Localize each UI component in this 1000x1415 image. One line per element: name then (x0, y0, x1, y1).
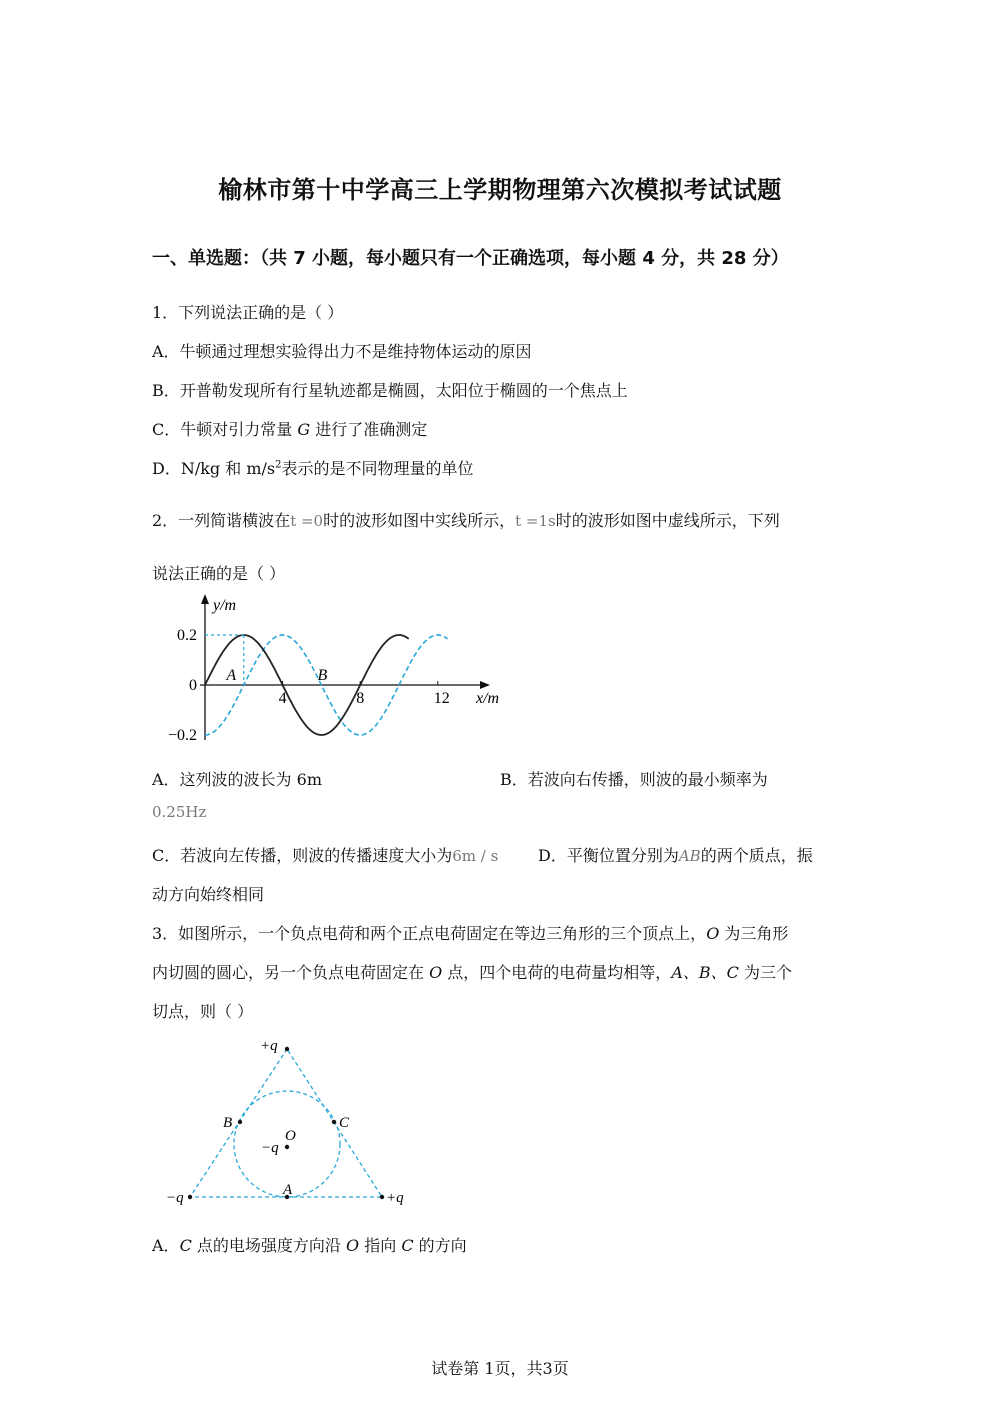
top-charge-label: +q (260, 1038, 278, 1054)
right-charge-label: +q (386, 1190, 404, 1206)
wave-graph (168, 594, 499, 744)
q3-l2-pre: 内切圆的圆心，另一个负点电荷固定在 (152, 963, 430, 982)
page-footer: 试卷第 1页，共3页 (431, 1359, 569, 1378)
q2-stem-line2: 说法正确的是（ ） (152, 564, 286, 583)
q2-option-b: B．若波向右传播，则波的最小频率为 (500, 770, 768, 789)
q2-s1: 2．一列简谐横波在 (152, 511, 291, 530)
q2-stem-line1 (152, 508, 780, 531)
x-axis-arrow (480, 681, 490, 689)
q3-l1-pre: 3．如图所示，一个负点电荷和两个正点电荷固定在等边三角形的三个顶点上， (152, 924, 707, 943)
q3-stem-line3: 切点，则（ ） (152, 1002, 254, 1021)
q3-l2-abc: A、B、C (671, 963, 739, 982)
q1-c-g: G (297, 420, 311, 439)
q1-d-sup: 2 (275, 459, 282, 471)
q1-c-post: 进行了准确测定 (310, 420, 428, 439)
q2-d-pre: D．平衡位置分别为 (538, 846, 679, 865)
triangle-diagram (166, 1038, 404, 1206)
q1-d-pre: D．N/kg 和 m/s (152, 459, 276, 478)
q2-option-b-value: 0.25Hz (152, 803, 207, 821)
point-c-dot (332, 1120, 336, 1124)
center-charge-label: −q (261, 1140, 279, 1156)
point-b-dot (238, 1120, 242, 1124)
right-vertex-dot (380, 1195, 384, 1199)
left-charge-label: −q (166, 1190, 184, 1206)
q1-option-b: B．开普勒发现所有行星轨迹都是椭圆，太阳位于椭圆的一个焦点上 (152, 381, 628, 400)
q2-c-value: 6m / s (452, 847, 499, 865)
q3-a-post: 的方向 (413, 1236, 467, 1255)
x-tick-label: 12 (433, 690, 450, 707)
page-title: 榆林市第十中学高三上学期物理第六次模拟考试试题 (218, 176, 782, 204)
q2-s2: 时的波形如图中实线所示， (323, 511, 516, 530)
q1-option-a: A．牛顿通过理想实验得出力不是维持物体运动的原因 (152, 342, 532, 361)
q2-t1: t =1s (515, 512, 556, 530)
q2-option-d (538, 843, 813, 866)
section-heading: 一、单选题：（共 7 小题，每小题只有一个正确选项，每小题 4 分，共 28 分） (152, 248, 789, 269)
point-a-label: A (226, 667, 237, 684)
q3-l1-o: O (706, 924, 720, 943)
q2-d-post: 的两个质点，振 (700, 846, 813, 865)
q2-t0: t =0 (290, 512, 324, 530)
wave-figure (150, 590, 520, 750)
q3-stem-line2 (152, 960, 792, 983)
y-axis-label: y/m (213, 597, 237, 614)
q3-a-c: C (179, 1236, 192, 1255)
x-axis-label: x/m (476, 690, 500, 707)
q1-stem: 1．下列说法正确的是（ ） (152, 303, 344, 322)
q2-s3: 时的波形如图中虚线所示，下列 (555, 511, 780, 530)
x-tick-label: 8 (356, 690, 365, 707)
x-tick-label: 4 (278, 690, 287, 707)
q2-option-d-line2: 动方向始终相同 (152, 885, 265, 904)
center-dot (285, 1145, 289, 1149)
q2-option-a: A．这列波的波长为 6m (152, 770, 322, 789)
q1-option-d (152, 456, 474, 479)
top-vertex-dot (285, 1047, 289, 1051)
left-vertex-dot (188, 1195, 192, 1199)
q1-option-c (152, 417, 427, 440)
q3-a-o: O (346, 1236, 360, 1255)
q3-option-a (152, 1233, 467, 1256)
q2-d-ab: AB (678, 847, 701, 865)
q3-a-pre: A． (152, 1236, 180, 1255)
q3-a-c2: C (401, 1236, 414, 1255)
triangle (190, 1049, 382, 1197)
q2-option-c (152, 843, 498, 866)
point-b-label: B (317, 667, 328, 684)
label-o: O (285, 1128, 296, 1144)
q2-c-text: C．若波向左传播，则波的传播速度大小为 (152, 846, 453, 865)
q3-a-mid: 点的电场强度方向沿 (191, 1236, 346, 1255)
y-tick-label: 0 (189, 677, 197, 694)
y-tick-label: 0.2 (177, 627, 197, 644)
q3-l2-post: 为三个 (738, 963, 792, 982)
q3-l1-post: 为三角形 (719, 924, 789, 943)
q1-c-pre: C．牛顿对引力常量 (152, 420, 298, 439)
q3-a-mid2: 指向 (359, 1236, 402, 1255)
triangle-figure (160, 1032, 420, 1212)
y-axis-arrow (201, 594, 209, 604)
y-tick-label: −0.2 (167, 727, 197, 744)
label-a: A (283, 1182, 293, 1198)
label-c: C (339, 1115, 350, 1131)
q3-l2-mid: 点，四个电荷的电荷量均相等， (442, 963, 672, 982)
q3-l2-o: O (429, 963, 443, 982)
label-b: B (223, 1115, 233, 1131)
q1-d-post: 表示的是不同物理量的单位 (281, 459, 474, 478)
q3-stem-line1 (152, 921, 788, 944)
